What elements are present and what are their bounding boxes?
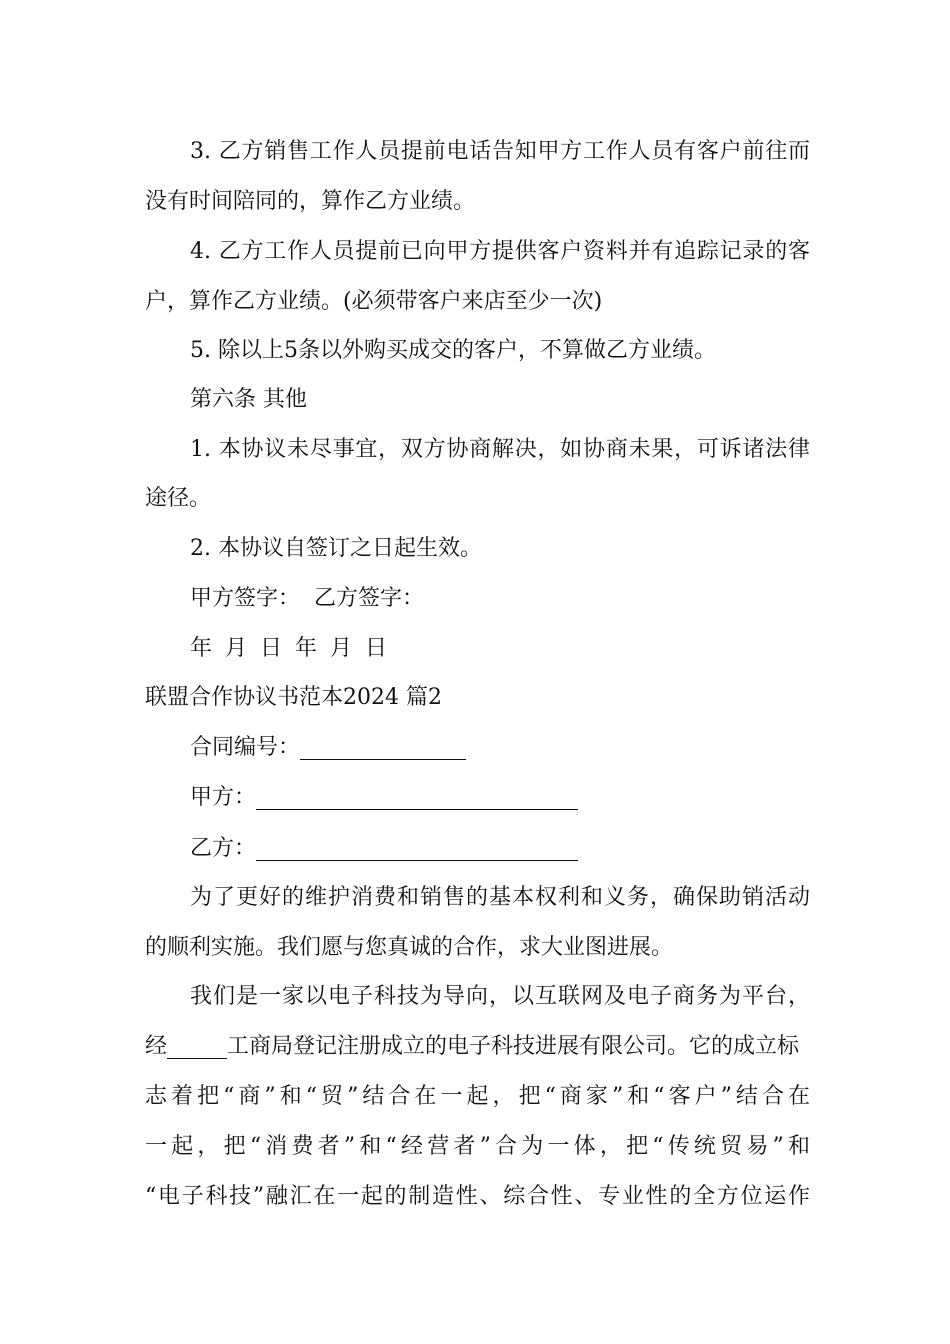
date-text: 年 月 日 年 月 日 <box>190 636 387 661</box>
registration-blank <box>167 1030 227 1059</box>
date-line <box>190 627 387 671</box>
paragraph-2-line-1: 我们是一家以电子科技为导向，以互联网及电子商务为平台， <box>190 984 810 1009</box>
party-a-label: 甲方： <box>190 785 257 810</box>
paragraph-2-line-2 <box>145 1025 799 1069</box>
paragraph-2-line-3: 志着把“商”和“贸”结合在一起，把“商家”和“客户”结合在 <box>145 1084 810 1109</box>
paragraph-2-line-2-suffix: 工商局登记注册成立的电子科技进展有限公司。它的成立标 <box>227 1034 800 1059</box>
party-a-blank <box>256 781 578 810</box>
contract-number-blank <box>300 731 466 760</box>
article-6-item-1-line-2: 途径。 <box>145 486 212 511</box>
contract-number-row <box>190 726 466 770</box>
party-b-blank <box>256 832 578 861</box>
party-b-row <box>190 827 578 871</box>
paragraph-2-line-4: 一起，把“消费者”和“经营者”合为一体，把“传统贸易”和 <box>145 1134 810 1159</box>
item-3-line-1: 3. 乙方销售工作人员提前电话告知甲方工作人员有客户前往而 <box>190 139 810 164</box>
party-a-row <box>190 776 578 820</box>
item-5: 5. 除以上5条以外购买成交的客户，不算做乙方业绩。 <box>190 338 716 363</box>
contract-number-label: 合同编号： <box>190 735 301 760</box>
item-4-line-2: 户，算作乙方业绩。(必须带客户来店至少一次) <box>145 289 603 314</box>
paragraph-1-line-1: 为了更好的维护消费和销售的基本权利和义务，确保助销活动 <box>190 885 810 910</box>
paragraph-1-line-2: 的顺利实施。我们愿与您真诚的合作，求大业图进展。 <box>145 935 674 960</box>
section-2-title: 联盟合作协议书范本2024 篇2 <box>145 685 442 710</box>
article-6-item-1-line-1: 1. 本协议未尽事宜，双方协商解决，如协商未果，可诉诸法律 <box>190 437 810 462</box>
item-4-line-1: 4. 乙方工作人员提前已向甲方提供客户资料并有追踪记录的客 <box>190 239 810 264</box>
party-b-label: 乙方： <box>190 836 257 861</box>
article-6-heading: 第六条 其他 <box>190 387 307 412</box>
paragraph-2-line-5: “电子科技”融汇在一起的制造性、综合性、专业性的全方位运作 <box>145 1184 810 1209</box>
signature-line <box>190 577 424 621</box>
paragraph-2-line-2-prefix: 经 <box>145 1034 168 1059</box>
signature-text: 甲方签字： 乙方签字： <box>190 586 424 611</box>
article-6-item-2: 2. 本协议自签订之日起生效。 <box>190 536 482 561</box>
item-3-line-2: 没有时间陪同的，算作乙方业绩。 <box>145 189 476 214</box>
